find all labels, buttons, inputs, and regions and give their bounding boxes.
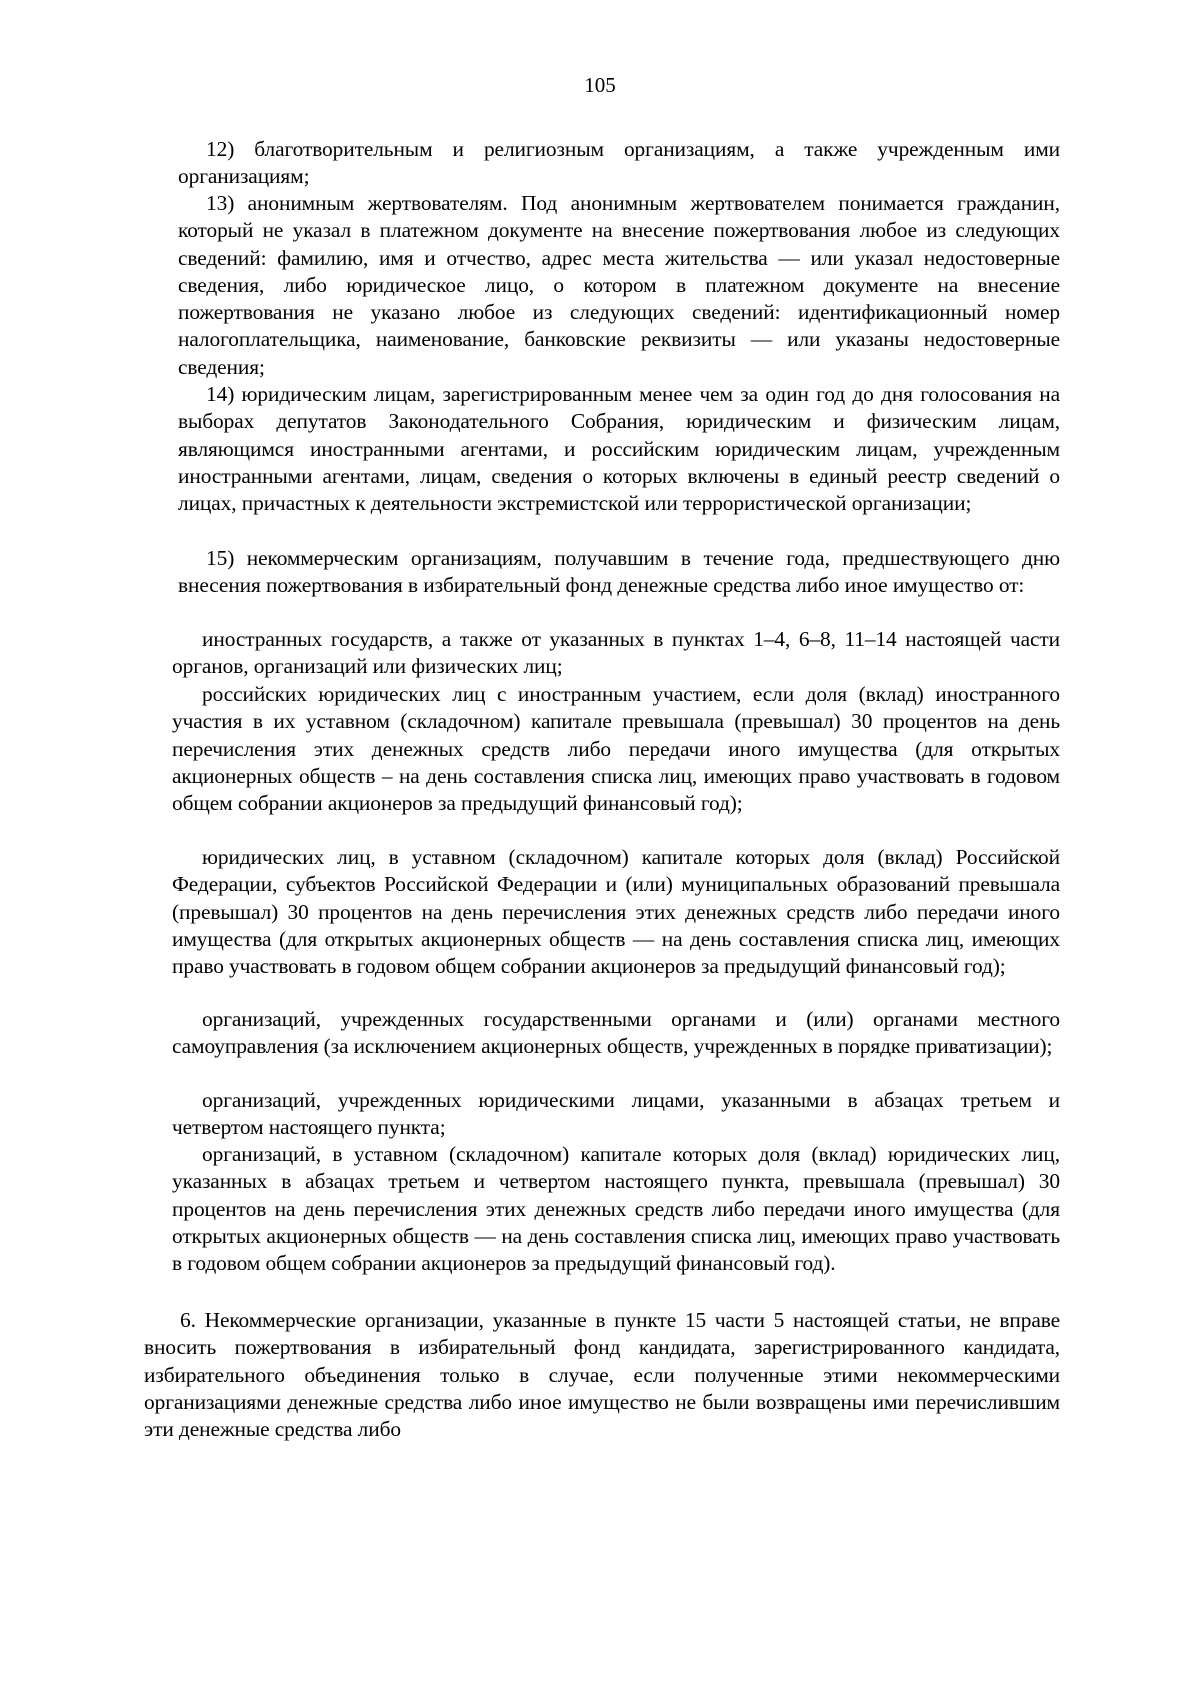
subparagraph-legal-entity-founded: организаций, учрежденных юридическими лицами, указанными в абзацах третьем и четвертом настоящего пункта; [172,1088,1060,1140]
paragraph-item-13: 13) анонимным жертвователям. Под анонимным жертвователем понимается гражданин, который не указал в платежном документе на внесение пожертвования любое из следующих сведений: фамилию, имя и отчество, адрес места жительства — или указал недостоверные сведения, либо юридическое лицо, о котором в платежном документе на внесение пожертвования не указано любое из следующих сведений: идентификационный номер налогоплательщика, наименование, банковские реквизиты — или указаны недостоверные сведения; [178,191,1060,379]
subparagraph-state-founded: организаций, учрежденных государственными органами и (или) органами местного самоуправления (за исключением акционерных обществ, учрежденных в порядке приватизации); [172,1007,1060,1059]
subparagraph-capital-share: организаций, в уставном (складочном) капитале которых доля (вклад) юридических лиц, указанных в абзацах третьем и четвертом настоящего пункта, превышала (превышал) 30 процентов на день перечисления этих денежных средств либо передачи иного имущества (для открытых акционерных обществ — на день составления списка лиц, имеющих право участвовать в годовом общем собрании акционеров за предыдущий финансовый год). [172,1142,1060,1276]
subparagraph-foreign-participation: российских юридических лиц с иностранным участием, если доля (вклад) иностранного участия в их уставном (складочном) капитале превышала (превышал) 30 процентов на день перечисления этих денежных средств либо передачи иного имущества (для открытых акционерных обществ – на день составления списка лиц, имеющих право участвовать в годовом общем собрании акционеров за предыдущий финансовый год); [172,682,1060,816]
subparagraph-foreign-states: иностранных государств, а также от указанных в пунктах 1–4, 6–8, 11–14 настоящей части органов, организаций или физических лиц; [172,627,1060,679]
paragraph-item-12: 12) благотворительным и религиозным организациям, а также учрежденным ими организациям; [178,137,1060,189]
paragraph-item-14: 14) юридическим лицам, зарегистрированным менее чем за один год до дня голосования на выборах депутатов Законодательного Собрания, юридическим и физическим лицам, являющимся иностранными агентами, и российским юридическим лицам, учрежденным иностранными агентами, лицам, сведения о которых включены в единый реестр сведений о лицах, причастных к деятельности экстремистской или террористической организации; [178,382,1060,516]
paragraph-item-15: 15) некоммерческим организациям, получавшим в течение года, предшествующего дню внесения пожертвования в избирательный фонд денежные средства либо иное имущество от: [178,546,1060,598]
subparagraph-state-share: юридических лиц, в уставном (складочном) капитале которых доля (вклад) Российской Федерации, субъектов Российской Федерации и (или) муниципальных образований превышала (превышал) 30 процентов на день перечисления этих денежных средств либо передачи иного имущества (для открытых акционерных обществ — на день составления списка лиц, имеющих право участвовать в годовом общем собрании акционеров за предыдущий финансовый год); [172,845,1060,979]
paragraph-part-6: 6. Некоммерческие организации, указанные в пункте 15 части 5 настоящей статьи, не вправе вносить пожертвования в избирательный фонд кандидата, зарегистрированного кандидата, избирательного объединения только в случае, если полученные этими некоммерческими организациями денежные средства либо иное имущество не были возвращены ими перечислившим эти денежные средства либо [144,1308,1060,1442]
page-number: 105 [584,73,616,97]
